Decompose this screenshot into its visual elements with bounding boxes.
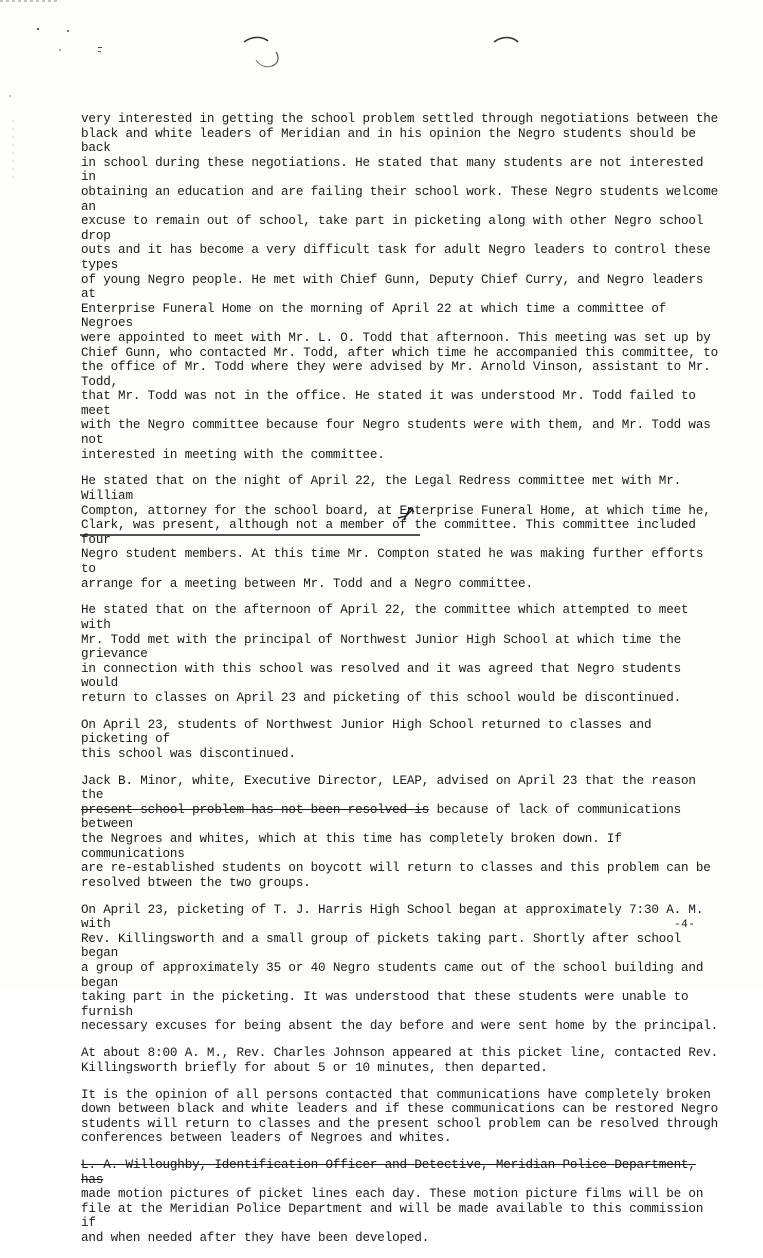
margin-speck xyxy=(59,49,61,51)
margin-speck xyxy=(37,28,39,30)
paragraph-9-text: made motion pictures of picket lines each day. These motion picture films will be on file at the Meridian Police Department and will be made available to this commission if and when needed after they have been developed. xyxy=(81,1187,704,1246)
paragraph-8: It is the opinion of all persons contacted that communications have completely broken down between black and white leaders and if these communications can be restored Negro students will return to classes and the present school problem can be resolved through conferences between leaders of Negroes and whites. xyxy=(81,1087,719,1146)
document-body xyxy=(81,112,721,1258)
paragraph-5 xyxy=(81,774,721,891)
paragraph-5-text-a: advised on April 23 that the reason the xyxy=(81,773,696,803)
paragraph-7: At about 8:00 A. M., Rev. Charles Johnson appeared at this picket line, contacted Rev. Killingsworth briefly for about 5 or 10 minutes, then departed. xyxy=(81,1046,719,1075)
paragraph-9 xyxy=(81,1158,721,1246)
paragraph-5-lead: Jack B. Minor, white, Executive Director, LEAP, xyxy=(81,773,430,788)
paragraph-2: He stated that on the night of April 22, the Legal Redress committee met with Mr. William Compton, attorney for the school board, at Enterprise Funeral Home, at which time he, Clark, was present, although not a member of the committee. This committee included four Negro student members. At this time Mr. Compton stated he was making further efforts to arrange for a meeting between Mr. Todd and a Negro committee. xyxy=(81,474,711,591)
page-number: -4- xyxy=(674,919,696,931)
scan-artifact-left-mark xyxy=(256,60,272,67)
paragraph-3: He stated that on the afternoon of April 22, the committee which attempted to meet with Mr. Todd met with the principal of Northwest Junior High School at which time the grievance in connection with this school was resolved and it was agreed that Negro students would return to classes on April 23 and picketing of this school would be discontinued. xyxy=(81,603,689,705)
margin-speck xyxy=(98,51,101,52)
paragraph-5-text-b: because of lack of communications between the Negroes and whites, which at this time has completely broken down. If communications are re-established students on boycott will return to classes and this problem can be resolved btween the two groups. xyxy=(81,802,711,890)
paragraph-6: On April 23, picketing of T. J. Harris High School began at approximately 7:30 A. M. with Rev. Killingsworth and a small group of pickets taking part. Shortly after school began a group of approximately 35 or 40 Negro students came out of the school building and began taking part in the picketing. It was understood that these students were unable to furnish necessary excuses for being absent the day before and were sent home by the principal. xyxy=(81,902,719,1034)
paragraph-1: very interested in getting the school problem settled through negotiations between the black and white leaders of Meridian and in his opinion the Negro students should be back in school during these negotiations. He stated that many students are not interested in obtaining an education and are failing their school work. These Negro students welcome an excuse to remain out of school, take part in picketing along with other Negro school drop outs and it has become a very difficult task for adult Negro leaders to control these types of young Negro people. He met with Chief Gunn, Deputy Chief Curry, and Negro leaders at Enterprise Funeral Home on the morning of April 22 at which time a committee of Negroes were appointed to meet with Mr. L. O. Todd that afternoon. This meeting was set up by Chief Gunn, who contacted Mr. Todd, after which time he accompanied this committee, to the office of Mr. Todd where they were advised by Mr. Arnold Vinson, assistant to Mr. Todd, that Mr. Todd was not in the office. He stated it was understood Mr. Todd failed to meet with the Negro committee because four Negro students were with them, and Mr. Todd was not interested in meeting with the committee. xyxy=(81,112,719,462)
paragraph-4: On April 23, students of Northwest Junior High School returned to classes and picketing of this school was discontinued. xyxy=(81,717,652,761)
scan-artifact-left-tail xyxy=(272,52,278,66)
paragraph-5-struck-text: present school problem has not been resolved is xyxy=(81,802,430,817)
margin-speck xyxy=(67,30,69,32)
margin-speck xyxy=(9,95,11,97)
scan-artifact-left xyxy=(244,37,268,42)
scan-artifact-right xyxy=(494,38,518,43)
margin-speck xyxy=(98,47,102,48)
paragraph-9-lead: L. A. Willoughby, Identification Officer and Detective, Meridian Police Department, has xyxy=(81,1158,696,1187)
